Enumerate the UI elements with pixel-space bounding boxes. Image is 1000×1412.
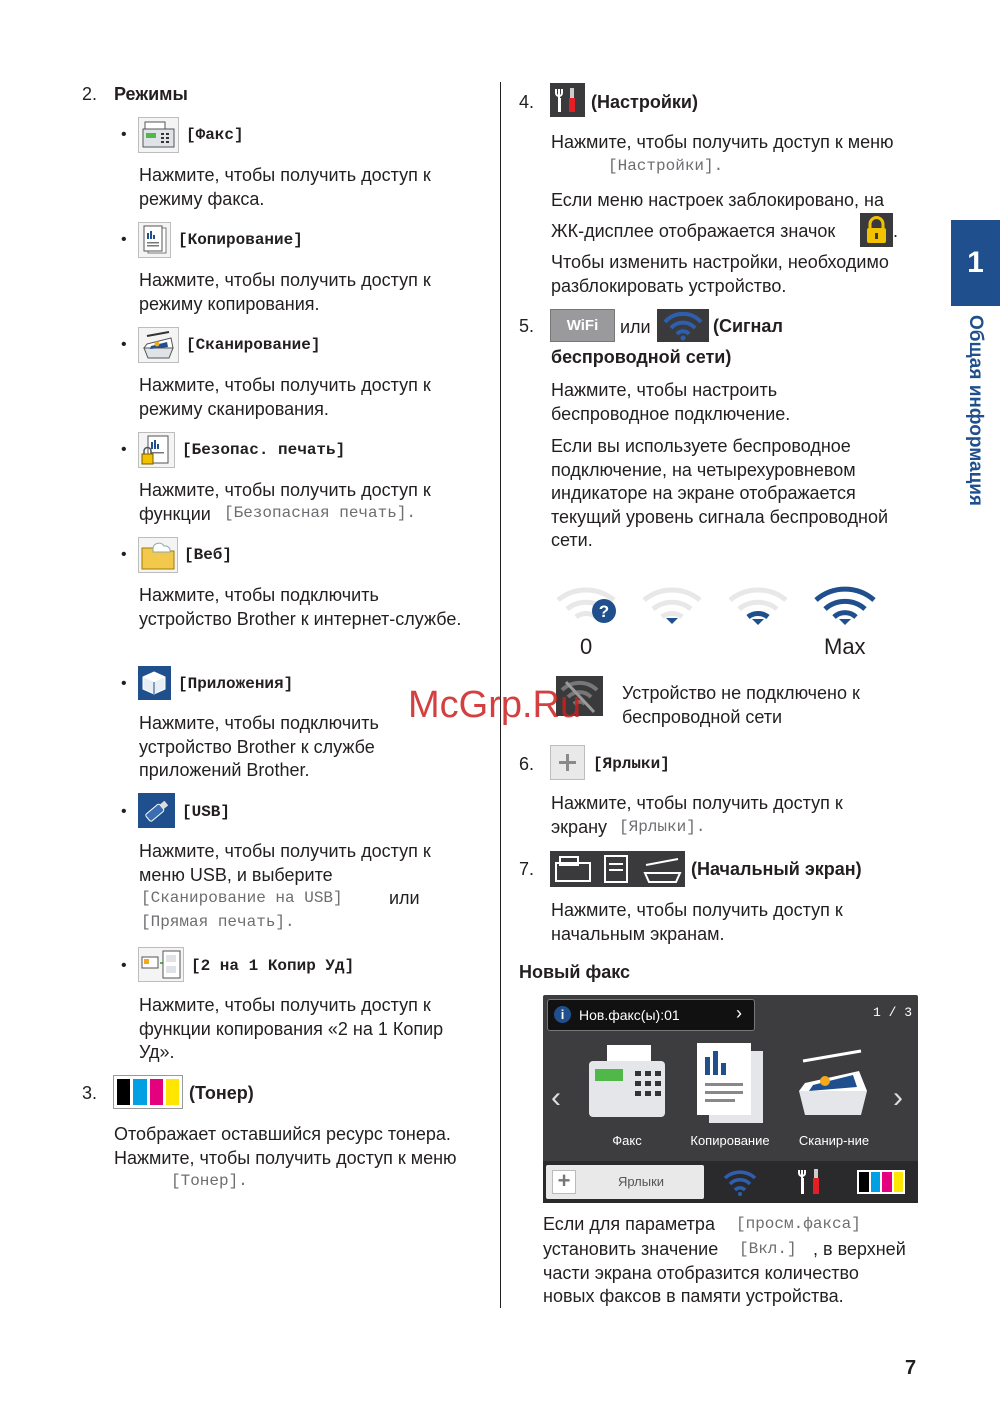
usb-icon[interactable]	[138, 793, 175, 828]
bullet: •	[121, 546, 127, 563]
wireless-desc1: Нажмите, чтобы настроить беспроводное подключение.	[551, 380, 791, 424]
wireless-desc2: Если вы используете беспроводное подключение, на четырехуровневом индикаторе на экране отображается текущий уровень сигнала беспроводной сети.	[551, 436, 889, 550]
lcd-screen	[543, 995, 918, 1203]
usb-desc-text: Нажмите, чтобы получить доступ к меню USB, и выберите	[139, 841, 431, 885]
bullet: •	[121, 803, 127, 820]
id-copy-icon[interactable]	[138, 947, 184, 982]
lcd-shortcuts-label: Ярлыки	[617, 1174, 665, 1189]
new-fax-heading: Новый факс	[519, 962, 631, 982]
bullet: •	[121, 231, 127, 248]
shortcut-plus-icon[interactable]	[550, 745, 585, 780]
home-desc: Нажмите, чтобы получить доступ к начальным экранам.	[551, 900, 843, 944]
chapter-number: 1	[967, 246, 984, 279]
settings-desc2c: .	[893, 221, 899, 241]
wifi-button[interactable]: WiFi	[550, 309, 615, 342]
apps-icon[interactable]	[138, 666, 171, 700]
id-copy-label: [2 на 1 Копир Уд]	[191, 957, 355, 975]
secure-print-desc-ui: [Безопасная печать].	[224, 504, 417, 522]
lcd-toner-button[interactable]	[847, 1165, 915, 1199]
chevron-right-icon: ›	[736, 1003, 742, 1023]
new-fax-desc-ui2: [Вкл.]	[739, 1240, 797, 1258]
modes-title: Режимы	[114, 84, 188, 104]
home-screen-icon[interactable]	[550, 851, 685, 887]
lcd-fax-tile-icon[interactable]	[585, 1043, 669, 1119]
info-icon: i	[554, 1006, 571, 1023]
plus-icon: +	[552, 1170, 576, 1194]
wifi-level-1-icon	[640, 582, 704, 630]
bullet: •	[121, 441, 127, 458]
lcd-wifi-button[interactable]	[707, 1165, 773, 1199]
bullet: •	[121, 336, 127, 353]
chapter-title: Общая информация	[965, 315, 986, 507]
lcd-copy-caption: Копирование	[690, 1133, 770, 1148]
wireless-title1: (Сигнал	[713, 316, 783, 336]
scan-label: [Сканирование]	[186, 336, 321, 354]
wifi-level-max-icon	[812, 582, 878, 630]
settings-desc2a: Если меню настроек заблокировано, на	[551, 190, 884, 210]
usb-label: [USB]	[182, 803, 231, 821]
secure-print-desc-line1: Нажмите, чтобы получить доступ к функции	[139, 480, 431, 524]
usb-desc-ui2: [Прямая печать].	[141, 913, 295, 931]
lcd-settings-button[interactable]	[777, 1165, 843, 1199]
bullet: •	[121, 675, 127, 692]
arrow-left-icon[interactable]: ‹	[551, 1081, 561, 1114]
copy-label: [Копирование]	[178, 231, 303, 249]
wifi-level-2-icon	[726, 582, 790, 630]
toner-title: (Тонер)	[189, 1083, 254, 1103]
new-fax-notice-bar[interactable]	[547, 999, 755, 1031]
shortcuts-number: 6.	[519, 754, 535, 774]
id-copy-desc: Нажмите, чтобы получить доступ к функции копирования «2 на 1 Копир Уд».	[139, 995, 444, 1062]
wireless-or: или	[620, 317, 651, 337]
toner-desc: Отображает оставшийся ресурс тонера. Нажмите, чтобы получить доступ к меню	[114, 1124, 457, 1168]
new-fax-desc-a: Если для параметра	[543, 1214, 715, 1234]
copy-icon[interactable]	[138, 222, 171, 258]
apps-desc: Нажмите, чтобы подключить устройство Brother к службе приложений Brother.	[139, 713, 379, 780]
watermark: McGrp.Ru	[408, 684, 582, 726]
settings-desc1-ui: [Настройки].	[608, 157, 724, 175]
fax-icon[interactable]	[138, 117, 179, 153]
settings-desc1: Нажмите, чтобы получить доступ к меню	[551, 132, 894, 152]
home-title: (Начальный экран)	[691, 859, 862, 879]
scan-icon[interactable]	[138, 327, 179, 363]
wireless-title2: беспроводной сети)	[551, 347, 732, 367]
lock-icon	[860, 213, 893, 247]
shortcuts-desc-ui: [Ярлыки].	[619, 818, 706, 836]
settings-title: (Настройки)	[591, 92, 698, 112]
settings-desc2b: ЖК-дисплее отображается значок	[551, 221, 836, 241]
lcd-copy-tile-icon[interactable]	[693, 1041, 767, 1125]
toner-icon[interactable]	[113, 1075, 183, 1109]
toner-desc-ui: [Тонер].	[171, 1172, 248, 1190]
lcd-shortcuts-button[interactable]	[546, 1165, 704, 1199]
apps-label: [Приложения]	[178, 675, 294, 693]
scan-desc: Нажмите, чтобы получить доступ к режиму сканирования.	[139, 375, 431, 419]
web-label: [Веб]	[184, 546, 233, 564]
settings-number: 4.	[519, 92, 535, 112]
wifi-level-min-label: 0	[580, 634, 593, 659]
modes-number: 2.	[82, 84, 98, 104]
fax-desc: Нажмите, чтобы получить доступ к режиму факса.	[139, 165, 431, 209]
lcd-page-indicator: 1 / 3	[873, 1005, 913, 1020]
secure-print-icon[interactable]	[138, 432, 175, 468]
svg-text:?: ?	[598, 602, 610, 621]
lcd-scan-tile-icon[interactable]	[795, 1047, 871, 1119]
arrow-right-icon[interactable]: ›	[893, 1081, 903, 1114]
wireless-number: 5.	[519, 316, 535, 336]
shortcuts-desc: Нажмите, чтобы получить доступ к экрану	[551, 793, 843, 837]
secure-print-label: [Безопас. печать]	[182, 441, 346, 459]
page-number: 7	[905, 1357, 917, 1379]
web-desc: Нажмите, чтобы подключить устройство Brother к интернет-службе.	[139, 585, 462, 629]
web-icon[interactable]	[138, 537, 178, 573]
bullet: •	[121, 126, 127, 143]
toner-mini-icon	[857, 1170, 905, 1194]
usb-desc-or: или	[389, 888, 420, 908]
bullet: •	[121, 957, 127, 974]
copy-desc: Нажмите, чтобы получить доступ к режиму копирования.	[139, 270, 431, 314]
new-fax-desc-b: установить значение	[543, 1239, 719, 1259]
new-fax-desc-ui1: [просм.факса]	[736, 1215, 861, 1233]
new-fax-notice-text: Нов.факс(ы):01	[579, 1007, 680, 1023]
fax-label: [Факс]	[186, 126, 244, 144]
lcd-scan-caption: Сканир-ние	[798, 1133, 870, 1148]
settings-icon[interactable]	[550, 83, 585, 117]
new-fax-desc-c: , в верхней части экрана отобразится количество новых факсов в памяти устройства.	[543, 1239, 906, 1306]
home-number: 7.	[519, 859, 535, 879]
wifi-level-max-label: Max	[824, 634, 866, 659]
shortcuts-label: [Ярлыки]	[593, 755, 670, 773]
lcd-fax-caption: Факс	[612, 1133, 642, 1148]
wifi-level-0-icon	[554, 582, 626, 630]
wifi-no-connection-text: Устройство не подключено к беспроводной сети	[622, 683, 860, 727]
wifi-signal-button[interactable]	[657, 309, 709, 342]
usb-desc-ui1: [Сканирование на USB]	[141, 889, 343, 907]
settings-desc3: Чтобы изменить настройки, необходимо разблокировать устройство.	[551, 252, 889, 296]
toner-number: 3.	[82, 1083, 98, 1103]
